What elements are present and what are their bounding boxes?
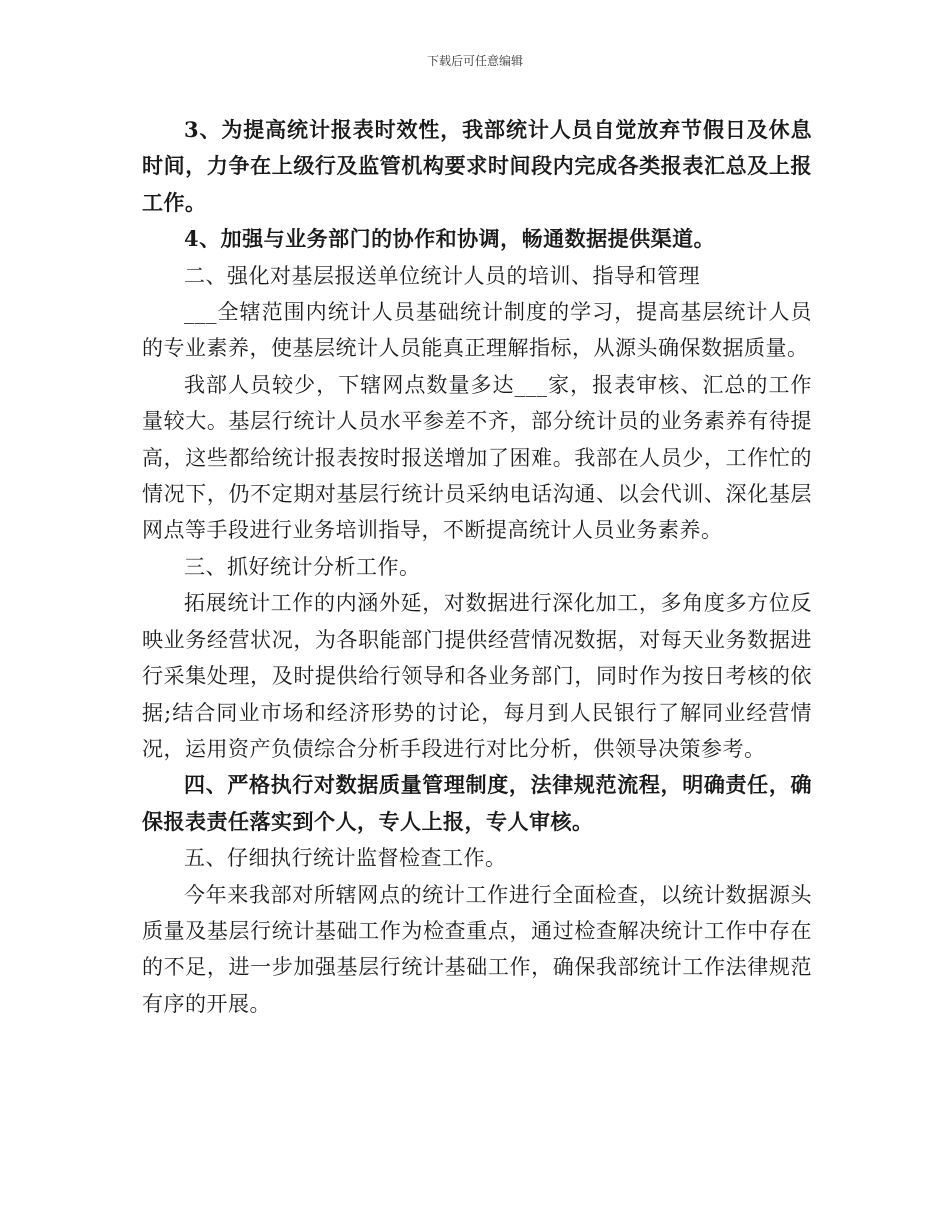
paragraph-analysis: 拓展统计工作的内涵外延，对数据进行深化加工，多角度多方位反映业务经营状况，为各职能部门提供经营情况数据，对每天业务数据进行采集处理，及时提供给行领导和各业务部门，同时作为按日考核的依据;结合同业市场和经济形势的讨论，每月到人民银行了解同业经营情况，运用资产负债综合分析手段进行对比分析，供领导决策参考。 bbox=[142, 591, 812, 761]
paragraph-inspection: 今年来我部对所辖网点的统计工作进行全面检查，以统计数据源头质量及基层行统计基础工作为检查重点，通过检查解决统计工作中存在的不足，进一步加强基层行统计基础工作，确保我部统计工作法律规范有序的开展。 bbox=[142, 882, 812, 1016]
section-heading-4: 四、严格执行对数据质量管理制度，法律规范流程，明确责任，确保报表责任落实到个人，专人上报，专人审核。 bbox=[142, 772, 812, 834]
paragraph-staffing: 我部人员较少，下辖网点数量多达___家，报表审核、汇总的工作量较大。基层行统计人员水平参差不齐，部分统计员的业务素养有待提高，这些都给统计报表按时报送增加了困难。我部在人员少，工作忙的情况下，仍不定期对基层行统计员采纳电话沟通、以会代训、深化基层网点等手段进行业务培训指导，不断提高统计人员业务素养。 bbox=[142, 372, 812, 543]
section-heading-2: 二、强化对基层报送单位统计人员的培训、指导和管理 bbox=[184, 263, 700, 288]
section-heading-5: 五、仔细执行统计监督检查工作。 bbox=[184, 846, 507, 871]
section-heading-3: 三、抓好统计分析工作。 bbox=[184, 554, 421, 579]
paragraph-item-3: 3、为提高统计报表时效性，我部统计人员自觉放弃节假日及休息时间，力争在上级行及监管机构要求时间段内完成各类报表汇总及上报工作。 bbox=[142, 117, 812, 215]
paragraph-training: ___全辖范围内统计人员基础统计制度的学习，提高基层统计人员的专业素养，使基层统计人员能真正理解指标，从源头确保数据质量。 bbox=[142, 300, 812, 361]
page-header: 下载后可任意编辑 bbox=[426, 54, 523, 68]
paragraph-item-4: 4、加强与业务部门的协作和协调，畅通数据提供渠道。 bbox=[184, 226, 716, 252]
document-body bbox=[142, 112, 812, 1022]
